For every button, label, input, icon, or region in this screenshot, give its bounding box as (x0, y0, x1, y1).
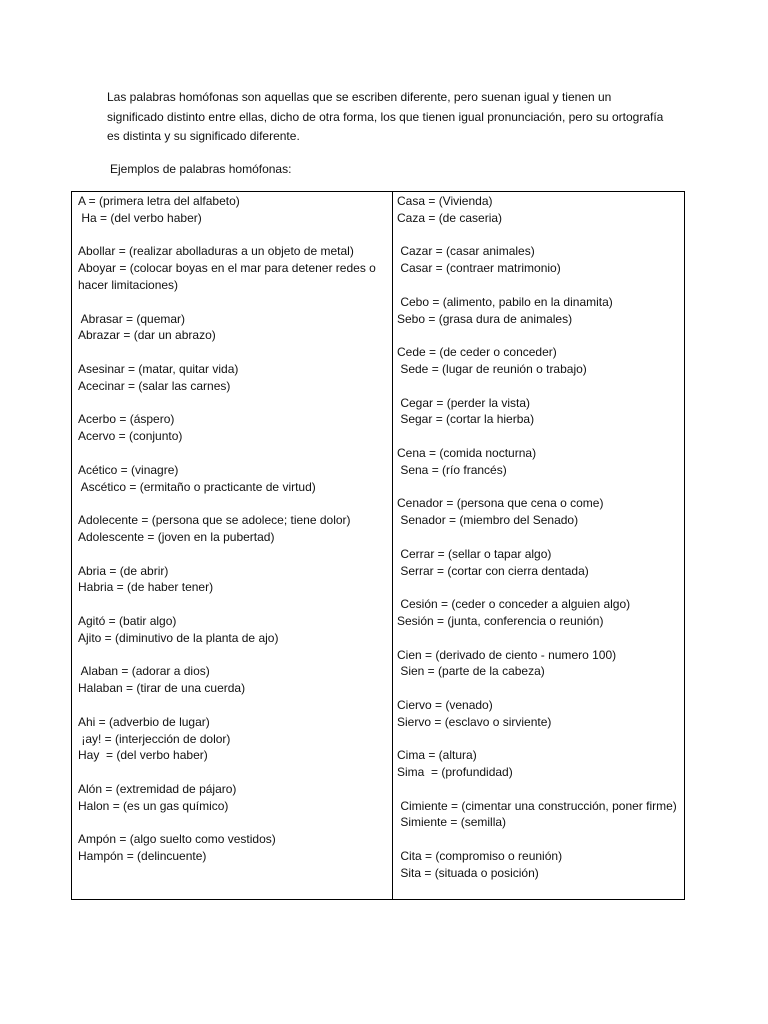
word-entry: Cazar = (casar animales) (397, 244, 535, 259)
word-entry: Cegar = (perder la vista) (397, 395, 531, 410)
word-entry: Acecinar = (salar las carnes) (78, 378, 231, 393)
examples-subtitle: Ejemplos de palabras homófonas: (110, 162, 292, 176)
word-pair-group (78, 512, 392, 546)
word-entry: A = (primera letra del alfabeto) (78, 194, 240, 208)
intro-text: Las palabras homófonas son aquellas que se escriben diferente, pero suenan igual y tienen un significado distinto entre ellas, dicho de otra forma, los que tienen igual pronunciación, pero su ortografía es distinta y su significado diferente. (107, 90, 664, 143)
word-pair-group (397, 243, 684, 277)
word-entry: Sesión = (junta, conferencia o reunión) (397, 613, 604, 628)
word-entry: Sita = (situada o posición) (397, 865, 539, 880)
homophones-table (71, 191, 685, 900)
word-entry: Siervo = (esclavo o sirviente) (397, 714, 552, 729)
word-entry: Sede = (lugar de reunión o trabajo) (397, 361, 587, 376)
word-pair-group (397, 848, 684, 882)
word-pair-group (397, 344, 684, 378)
word-entry: Abrazar = (dar un abrazo) (78, 328, 216, 343)
word-entry: Caza = (de caseria) (397, 210, 503, 225)
word-pair-group (78, 781, 392, 815)
word-pair-group (78, 714, 392, 764)
word-entry: Cien = (derivado de ciento - numero 100) (397, 647, 617, 662)
word-pair-group (397, 495, 684, 529)
word-entry: ¡ay! = (interjección de dolor) (78, 731, 231, 746)
word-entry: Adolecente = (persona que se adolece; tiene dolor) (78, 513, 351, 528)
word-entry: Hay = (del verbo haber) (78, 748, 208, 763)
word-entry: Serrar = (cortar con cierra dentada) (397, 563, 589, 578)
word-entry: Hampón = (delincuente) (78, 849, 207, 864)
word-entry: Ciervo = (venado) (397, 697, 493, 712)
word-pair-group (78, 311, 392, 345)
word-entry: Aboyar = (colocar boyas en el mar para detener redes o hacer limitaciones) (78, 261, 380, 292)
word-entry: Ascético = (ermitaño o practicante de virtud) (78, 479, 316, 494)
word-entry: Adolescente = (joven en la pubertad) (78, 529, 275, 544)
word-entry: Cima = (altura) (397, 748, 477, 763)
word-entry: Sima = (profundidad) (397, 765, 513, 780)
word-entry: Acervo = (conjunto) (78, 429, 183, 444)
word-entry: Ampón = (algo suelto como vestidos) (78, 832, 276, 847)
word-entry: Agitó = (batir algo) (78, 613, 177, 628)
word-entry: Cede = (de ceder o conceder) (397, 345, 557, 360)
word-pair-group (397, 395, 684, 429)
word-entry: Cenador = (persona que cena o come) (397, 496, 604, 511)
word-pair-group (78, 193, 392, 227)
word-pair-group (78, 462, 392, 496)
word-pair-group (397, 747, 684, 781)
word-entry: Cesión = (ceder o conceder a alguien algo) (397, 597, 631, 612)
word-pair-group (397, 596, 684, 630)
word-pair-group (78, 411, 392, 445)
word-entry: Ajito = (diminutivo de la planta de ajo) (78, 630, 279, 645)
word-entry: Cerrar = (sellar o tapar algo) (397, 546, 552, 561)
word-pair-group (78, 613, 392, 647)
word-entry: Halaban = (tirar de una cuerda) (78, 681, 246, 696)
word-pair-group (397, 798, 684, 832)
word-entry: Cebo = (alimento, pabilo en la dinamita) (397, 294, 613, 309)
word-entry: Simiente = (semilla) (397, 815, 507, 830)
word-entry: Habria = (de haber tener) (78, 580, 214, 595)
word-pair-group (78, 663, 392, 697)
word-entry: Cimiente = (cimentar una construcción, poner firme) (397, 798, 677, 813)
word-pair-group (397, 647, 684, 681)
intro-paragraph (107, 88, 667, 147)
word-pair-group (78, 831, 392, 865)
word-entry: Senador = (miembro del Senado) (397, 513, 579, 528)
word-entry: Casa = (Vivienda) (397, 194, 493, 208)
word-entry: Cena = (comida nocturna) (397, 445, 537, 460)
word-entry: Abria = (de abrir) (78, 563, 169, 578)
word-entry: Acético = (vinagre) (78, 462, 179, 477)
word-entry: Alón = (extremidad de pájaro) (78, 781, 237, 796)
word-pair-group (397, 697, 684, 731)
word-pair-group (78, 243, 392, 293)
word-entry: Abollar = (realizar abolladuras a un objeto de metal) (78, 244, 354, 259)
word-entry: Sebo = (grasa dura de animales) (397, 311, 573, 326)
word-entry: Cita = (compromiso o reunión) (397, 849, 563, 864)
word-pair-group (78, 361, 392, 395)
word-entry: Alaban = (adorar a dios) (78, 664, 210, 679)
word-entry: Ha = (del verbo haber) (78, 210, 202, 225)
word-entry: Asesinar = (matar, quitar vida) (78, 361, 239, 376)
word-entry: Abrasar = (quemar) (78, 311, 186, 326)
word-entry: Halon = (es un gas químico) (78, 798, 229, 813)
word-entry: Acerbo = (áspero) (78, 412, 175, 427)
word-pair-group (397, 445, 684, 479)
left-column (72, 192, 393, 899)
word-pair-group (78, 563, 392, 597)
word-pair-group (397, 546, 684, 580)
word-pair-group (397, 193, 684, 227)
word-entry: Casar = (contraer matrimonio) (397, 261, 561, 276)
word-entry: Ahi = (adverbio de lugar) (78, 714, 210, 729)
right-column (393, 192, 684, 899)
word-entry: Segar = (cortar la hierba) (397, 412, 535, 427)
word-entry: Sena = (río francés) (397, 462, 507, 477)
word-pair-group (397, 294, 684, 328)
word-entry: Sien = (parte de la cabeza) (397, 664, 545, 679)
